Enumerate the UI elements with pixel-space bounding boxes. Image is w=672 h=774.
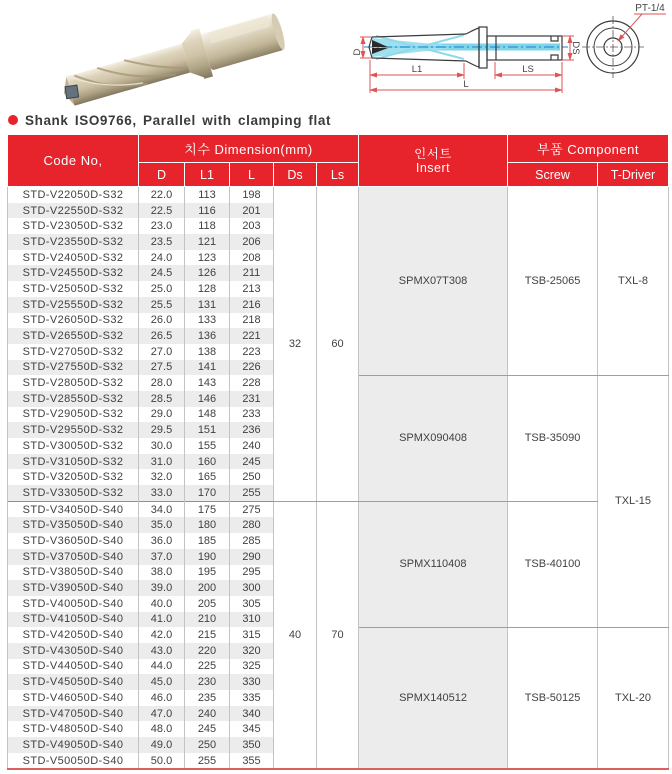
- l-value-cell: 255: [230, 485, 274, 501]
- l-value-cell: 228: [230, 375, 274, 391]
- code-cell: STD-V30050D-S32: [8, 438, 139, 454]
- l-value-cell: 335: [230, 690, 274, 706]
- screw-cell: TSB-50125: [508, 627, 598, 769]
- pt-label: PT-1/4: [635, 3, 665, 14]
- code-cell: STD-V25050D-S32: [8, 281, 139, 297]
- l1-value-cell: 195: [185, 565, 230, 581]
- screw-cell: TSB-35090: [508, 375, 598, 501]
- l-value-cell: 350: [230, 737, 274, 753]
- t-driver-cell: TXL-15: [598, 375, 669, 627]
- l-value-cell: 208: [230, 250, 274, 266]
- l1-value-cell: 165: [185, 469, 230, 485]
- dim-label-l: L: [463, 79, 469, 90]
- col-header-insert: [359, 135, 508, 187]
- l-value-cell: 300: [230, 580, 274, 596]
- col-header-component-group: 부품 Component: [508, 135, 669, 163]
- d-value-cell: 34.0: [139, 501, 185, 517]
- code-cell: STD-V24050D-S32: [8, 250, 139, 266]
- d-value-cell: 38.0: [139, 565, 185, 581]
- l1-value-cell: 155: [185, 438, 230, 454]
- code-cell: STD-V27050D-S32: [8, 344, 139, 360]
- code-cell: STD-V41050D-S40: [8, 612, 139, 628]
- drill-photo-illustration: [18, 2, 318, 106]
- col-header-ds: Ds: [274, 163, 317, 187]
- l-value-cell: 206: [230, 234, 274, 250]
- code-cell: STD-V42050D-S40: [8, 627, 139, 643]
- l-value-cell: 280: [230, 517, 274, 533]
- l-value-cell: 201: [230, 203, 274, 219]
- code-cell: STD-V37050D-S40: [8, 549, 139, 565]
- l1-value-cell: 126: [185, 265, 230, 281]
- code-cell: STD-V22050D-S32: [8, 187, 139, 203]
- d-value-cell: 40.0: [139, 596, 185, 612]
- col-header-dimension-group: 치수 Dimension(mm): [139, 135, 359, 163]
- d-value-cell: 43.0: [139, 643, 185, 659]
- d-value-cell: 50.0: [139, 753, 185, 770]
- l-value-cell: 226: [230, 360, 274, 376]
- l1-value-cell: 138: [185, 344, 230, 360]
- l-value-cell: 310: [230, 612, 274, 628]
- end-view: [582, 14, 666, 78]
- code-cell: STD-V39050D-S40: [8, 580, 139, 596]
- code-cell: STD-V47050D-S40: [8, 706, 139, 722]
- code-cell: STD-V23050D-S32: [8, 218, 139, 234]
- l1-value-cell: 113: [185, 187, 230, 203]
- table-row: [8, 501, 669, 517]
- l1-value-cell: 133: [185, 313, 230, 329]
- l1-value-cell: 200: [185, 580, 230, 596]
- col-header-t-driver: T-Driver: [598, 163, 669, 187]
- l-value-cell: 198: [230, 187, 274, 203]
- dim-label-ls: LS: [522, 64, 534, 75]
- d-value-cell: 28.0: [139, 375, 185, 391]
- d-value-cell: 31.0: [139, 454, 185, 470]
- d-value-cell: 24.0: [139, 250, 185, 266]
- code-cell: STD-V38050D-S40: [8, 565, 139, 581]
- l-value-cell: 325: [230, 659, 274, 675]
- l-value-cell: 285: [230, 533, 274, 549]
- screw-cell: TSB-25065: [508, 187, 598, 376]
- d-value-cell: 39.0: [139, 580, 185, 596]
- screw-cell: TSB-40100: [508, 501, 598, 627]
- d-value-cell: 35.0: [139, 517, 185, 533]
- carbide-insert: [65, 85, 79, 99]
- spec-table: [7, 134, 669, 770]
- technical-drawing: [336, 0, 672, 112]
- red-bullet-icon: [8, 115, 18, 125]
- l1-value-cell: 151: [185, 422, 230, 438]
- l-value-cell: 320: [230, 643, 274, 659]
- code-cell: STD-V40050D-S40: [8, 596, 139, 612]
- d-value-cell: 46.0: [139, 690, 185, 706]
- d-value-cell: 48.0: [139, 721, 185, 737]
- insert-header-ko: 인서트: [414, 146, 452, 161]
- l1-value-cell: 220: [185, 643, 230, 659]
- code-cell: STD-V22550D-S32: [8, 203, 139, 219]
- l1-value-cell: 143: [185, 375, 230, 391]
- d-value-cell: 36.0: [139, 533, 185, 549]
- d-value-cell: 23.5: [139, 234, 185, 250]
- l1-value-cell: 118: [185, 218, 230, 234]
- l1-value-cell: 170: [185, 485, 230, 501]
- col-header-ls: Ls: [317, 163, 359, 187]
- d-value-cell: 24.5: [139, 265, 185, 281]
- insert-header-en: Insert: [415, 160, 451, 175]
- d-value-cell: 26.5: [139, 328, 185, 344]
- l-value-cell: 223: [230, 344, 274, 360]
- l1-value-cell: 210: [185, 612, 230, 628]
- d-value-cell: 28.5: [139, 391, 185, 407]
- l1-value-cell: 240: [185, 706, 230, 722]
- code-cell: STD-V33050D-S32: [8, 485, 139, 501]
- l-value-cell: 240: [230, 438, 274, 454]
- code-cell: STD-V46050D-S40: [8, 690, 139, 706]
- l1-value-cell: 160: [185, 454, 230, 470]
- l-value-cell: 340: [230, 706, 274, 722]
- l-value-cell: 218: [230, 313, 274, 329]
- code-cell: STD-V35050D-S40: [8, 517, 139, 533]
- dim-label-ds: DS: [570, 41, 581, 55]
- l1-value-cell: 128: [185, 281, 230, 297]
- insert-cell: SPMX110408: [359, 501, 508, 627]
- l-value-cell: 295: [230, 565, 274, 581]
- l-value-cell: 216: [230, 297, 274, 313]
- ls-value-cell: 60: [317, 187, 359, 502]
- l1-value-cell: 141: [185, 360, 230, 376]
- l1-value-cell: 205: [185, 596, 230, 612]
- code-cell: STD-V31050D-S32: [8, 454, 139, 470]
- d-value-cell: 32.0: [139, 469, 185, 485]
- l1-value-cell: 185: [185, 533, 230, 549]
- d-value-cell: 41.0: [139, 612, 185, 628]
- d-value-cell: 22.0: [139, 187, 185, 203]
- l1-value-cell: 230: [185, 674, 230, 690]
- l-value-cell: 250: [230, 469, 274, 485]
- l-value-cell: 290: [230, 549, 274, 565]
- code-cell: STD-V23550D-S32: [8, 234, 139, 250]
- l1-value-cell: 121: [185, 234, 230, 250]
- insert-cell: SPMX140512: [359, 627, 508, 769]
- col-header-code: Code No,: [8, 135, 139, 187]
- code-cell: STD-V45050D-S40: [8, 674, 139, 690]
- l-value-cell: 345: [230, 721, 274, 737]
- d-value-cell: 26.0: [139, 313, 185, 329]
- l1-value-cell: 245: [185, 721, 230, 737]
- d-value-cell: 23.0: [139, 218, 185, 234]
- l1-value-cell: 235: [185, 690, 230, 706]
- code-cell: STD-V29550D-S32: [8, 422, 139, 438]
- l1-value-cell: 250: [185, 737, 230, 753]
- code-cell: STD-V36050D-S40: [8, 533, 139, 549]
- code-cell: STD-V50050D-S40: [8, 753, 139, 770]
- t-driver-cell: TXL-8: [598, 187, 669, 376]
- l1-value-cell: 123: [185, 250, 230, 266]
- dim-label-l1: L1: [411, 64, 423, 75]
- l-value-cell: 221: [230, 328, 274, 344]
- d-value-cell: 29.5: [139, 422, 185, 438]
- spec-table-body: [8, 187, 669, 770]
- code-cell: STD-V24550D-S32: [8, 265, 139, 281]
- l1-value-cell: 225: [185, 659, 230, 675]
- l1-value-cell: 190: [185, 549, 230, 565]
- code-cell: STD-V34050D-S40: [8, 501, 139, 517]
- t-driver-cell: TXL-20: [598, 627, 669, 769]
- d-value-cell: 42.0: [139, 627, 185, 643]
- l1-value-cell: 215: [185, 627, 230, 643]
- col-header-l1: L1: [185, 163, 230, 187]
- col-header-screw: Screw: [508, 163, 598, 187]
- dimension-drawing: [336, 0, 672, 112]
- table-row: [8, 187, 669, 203]
- l1-value-cell: 136: [185, 328, 230, 344]
- l1-value-cell: 131: [185, 297, 230, 313]
- l-value-cell: 355: [230, 753, 274, 770]
- d-value-cell: 27.0: [139, 344, 185, 360]
- d-value-cell: 37.0: [139, 549, 185, 565]
- d-value-cell: 44.0: [139, 659, 185, 675]
- l-value-cell: 275: [230, 501, 274, 517]
- d-value-cell: 49.0: [139, 737, 185, 753]
- l1-value-cell: 146: [185, 391, 230, 407]
- l-value-cell: 315: [230, 627, 274, 643]
- code-cell: STD-V43050D-S40: [8, 643, 139, 659]
- code-cell: STD-V48050D-S40: [8, 721, 139, 737]
- d-value-cell: 33.0: [139, 485, 185, 501]
- l-value-cell: 231: [230, 391, 274, 407]
- code-cell: STD-V27550D-S32: [8, 360, 139, 376]
- d-value-cell: 25.0: [139, 281, 185, 297]
- insert-cell: SPMX07T308: [359, 187, 508, 376]
- d-value-cell: 27.5: [139, 360, 185, 376]
- l-value-cell: 245: [230, 454, 274, 470]
- l1-value-cell: 255: [185, 753, 230, 770]
- ds-value-cell: 32: [274, 187, 317, 502]
- d-value-cell: 22.5: [139, 203, 185, 219]
- code-cell: STD-V26050D-S32: [8, 313, 139, 329]
- code-cell: STD-V25550D-S32: [8, 297, 139, 313]
- code-cell: STD-V26550D-S32: [8, 328, 139, 344]
- l1-value-cell: 148: [185, 407, 230, 423]
- col-header-d: D: [139, 163, 185, 187]
- code-cell: STD-V49050D-S40: [8, 737, 139, 753]
- code-cell: STD-V28550D-S32: [8, 391, 139, 407]
- ls-value-cell: 70: [317, 501, 359, 769]
- l-value-cell: 233: [230, 407, 274, 423]
- l1-value-cell: 175: [185, 501, 230, 517]
- code-cell: STD-V29050D-S32: [8, 407, 139, 423]
- d-value-cell: 45.0: [139, 674, 185, 690]
- l-value-cell: 203: [230, 218, 274, 234]
- code-cell: STD-V28050D-S32: [8, 375, 139, 391]
- section-title: Shank ISO9766, Parallel with clamping flat: [25, 112, 332, 128]
- l-value-cell: 236: [230, 422, 274, 438]
- l-value-cell: 330: [230, 674, 274, 690]
- insert-cell: SPMX090408: [359, 375, 508, 501]
- product-photo: [18, 2, 318, 106]
- dim-label-d: D: [352, 48, 363, 56]
- code-cell: STD-V44050D-S40: [8, 659, 139, 675]
- code-cell: STD-V32050D-S32: [8, 469, 139, 485]
- d-value-cell: 30.0: [139, 438, 185, 454]
- l-value-cell: 211: [230, 265, 274, 281]
- section-title-row: [8, 111, 331, 129]
- l-value-cell: 213: [230, 281, 274, 297]
- ds-value-cell: 40: [274, 501, 317, 769]
- d-value-cell: 47.0: [139, 706, 185, 722]
- l1-value-cell: 116: [185, 203, 230, 219]
- col-header-l: L: [230, 163, 274, 187]
- l1-value-cell: 180: [185, 517, 230, 533]
- l-value-cell: 305: [230, 596, 274, 612]
- d-value-cell: 29.0: [139, 407, 185, 423]
- d-value-cell: 25.5: [139, 297, 185, 313]
